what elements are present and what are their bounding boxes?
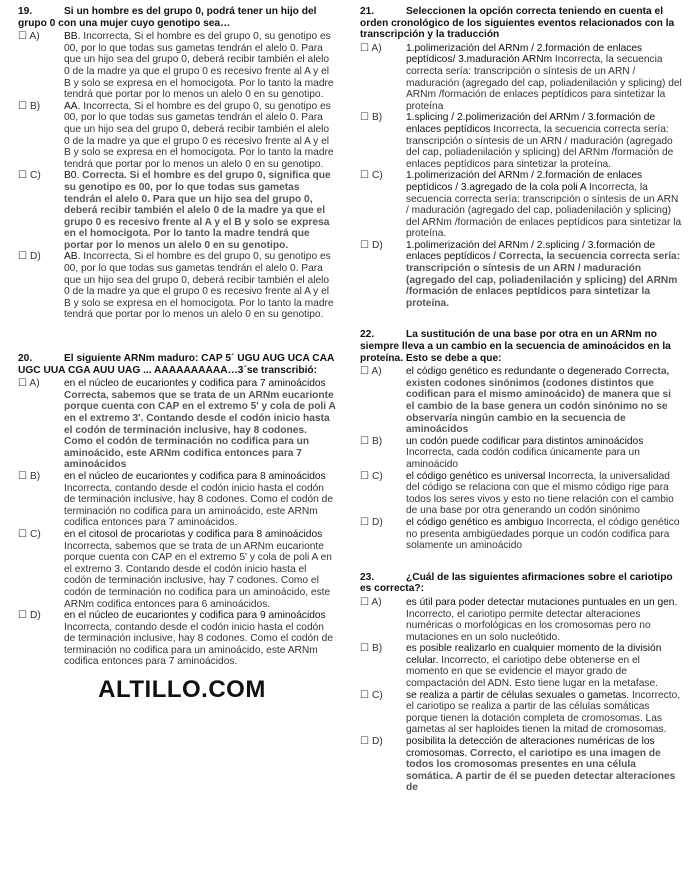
option-text: en el citosol de procariotas y codifica para 8 aminoácidos xyxy=(64,528,323,540)
option-20-b[interactable] xyxy=(18,471,336,529)
option-21-d[interactable] xyxy=(360,240,682,310)
option-comment: Incorrecta, cada codón codifica únicamente para un aminoácido xyxy=(406,447,640,470)
option-text: un codón puede codificar para distintos aminoácidos xyxy=(406,435,644,447)
spacer xyxy=(18,321,336,353)
question-23-title xyxy=(360,572,682,595)
option-text: posibilita la detección de alteraciones numéricas de los cromosomas. xyxy=(406,736,655,759)
question-22 xyxy=(360,329,682,551)
question-21 xyxy=(360,6,682,309)
option-text: 1.splicing / 2.polimerización del ARNm / 3.formación de enlaces peptídicos xyxy=(406,112,656,135)
option-23-c[interactable] xyxy=(360,690,682,736)
option-text: en el núcleo de eucariontes y codifica para 8 aminoácidos xyxy=(64,470,326,482)
option-text: en el núcleo de eucariontes y codifica para 7 aminoácidos xyxy=(64,378,326,390)
option-21-c[interactable] xyxy=(360,170,682,240)
option-text: BB. xyxy=(64,31,81,43)
checkbox-label[interactable]: ☐ A) xyxy=(360,366,382,378)
question-text: Si un hombre es del grupo 0, podrá tener un hijo del grupo 0 con una mujer cuyo genotipo sea… xyxy=(18,6,317,29)
option-19-a[interactable] xyxy=(18,31,336,101)
option-comment: Incorrecto, el cariotipo se realiza a partir de las células somáticas porque tienen la dotación completa de cromosomas. Las gametas al ser haploides tienen la mitad de cromosomas. xyxy=(406,689,681,736)
question-23 xyxy=(360,572,682,794)
option-text: 1.polimerización del ARNm / 2.formación de enlaces peptídicos/ 3.maduración ARNm xyxy=(406,42,643,66)
option-21-a[interactable] xyxy=(360,43,682,113)
site-logo[interactable]: ALTILLO.COM xyxy=(98,676,266,704)
option-comment: Incorrecta, la secuencia correcta sería: transcripción o síntesis de un ARN / maduración (agregado del cap, poliadenilación y splicing) del ARNm /formación de enlaces peptídicos para sintetizar la proteína. xyxy=(406,181,682,240)
option-23-b[interactable] xyxy=(360,643,682,689)
spacer xyxy=(360,309,682,329)
checkbox-label[interactable]: ☐ C) xyxy=(360,470,383,482)
checkbox-label[interactable]: ☐ B) xyxy=(360,112,383,124)
question-19 xyxy=(18,6,336,321)
option-text: AB. xyxy=(64,251,81,263)
option-comment: Incorrecta, el código genético no presenta ambigüedades porque un codón codifica para solamente un aminoácido xyxy=(406,516,680,552)
option-comment: Incorrecta, la universalidad del código se relaciona con que el mismo código rige para todos los seres vivos y esto no tiene relación con el cambio de una base por otra generando un codón sinónimo xyxy=(406,470,674,517)
question-number: 21. xyxy=(360,6,375,17)
question-21-title xyxy=(360,6,682,41)
option-20-a[interactable] xyxy=(18,378,336,471)
option-20-d[interactable] xyxy=(18,610,336,668)
option-comment: Incorrecta, Si el hombre es del grupo 0, su genotipo es 00, por lo que todas sus gametas tendrán el alelo 0. Para que un hijo sea del grupo 0, deberá recibir también el alelo 0 de la madre ya que el grupo 0 es recesivo frente al A y el B y solo se expresa en el homocigota. Por lo tanto la madre tendrá que portar por lo menos un alelo 0 en su genotipo. xyxy=(64,31,334,101)
question-text: Seleccionen la opción correcta teniendo en cuenta el orden cronológico de los siguientes eventos relacionados con la transcripción y la traducción xyxy=(360,6,675,41)
option-20-c[interactable] xyxy=(18,529,336,610)
right-column xyxy=(360,6,682,794)
question-text: ¿Cuál de las siguientes afirmaciones sobre el cariotipo es correcta?: xyxy=(360,571,673,595)
question-number: 19. xyxy=(18,6,33,17)
option-text: 1.polimerización del ARNm / 2.formación de enlaces peptídicos / 3.agregado de la cola poli A xyxy=(406,170,643,193)
option-text: el código genético es redundante o degenerado xyxy=(406,366,622,378)
option-text: el código genético es universal xyxy=(406,470,546,482)
option-text: en el núcleo de eucariontes y codifica para 9 aminoácidos xyxy=(64,610,326,622)
checkbox-label[interactable]: ☐ C) xyxy=(360,689,383,701)
option-22-c[interactable] xyxy=(360,471,682,517)
checkbox-label[interactable]: ☐ A) xyxy=(18,378,40,390)
option-text: es útil para poder detectar mutaciones puntuales en un gen. xyxy=(406,596,678,608)
checkbox-label[interactable]: ☐ D) xyxy=(18,610,41,622)
option-comment: Incorrecta, Si el hombre es del grupo 0, su genotipo es 00, por lo que todas sus gametas tendrán el alelo 0. Para que un hijo sea del grupo 0, deberá recibir también el alelo 0 de la madre ya que el grupo 0 es recesivo frente al A y el B y solo se expresa en el homocigota. Por lo tanto la madre tendrá que portar por lo menos un alelo 0 en su genotipo. xyxy=(64,100,334,170)
option-23-d[interactable] xyxy=(360,736,682,794)
checkbox-label[interactable]: ☐ D) xyxy=(360,736,383,748)
option-comment-correct: Correcta, existen codones sinónimos (codones distintos que codifican para el mismo aminoácido) de manera que si el cambio de la base genera un codón sinónimo no se observaría ningún cambio en la secuencia de aminoácidos xyxy=(406,366,671,436)
left-column xyxy=(18,6,336,704)
checkbox-label[interactable]: ☐ D) xyxy=(360,516,383,528)
option-comment: Incorrecta, contando desde el codón inicio hasta el codón de terminación inclusive, hay 8 codones. Como el codón de terminación no codifica para un aminoácido, este ARNm codifica entonces para 7 aminoácidos. xyxy=(64,621,333,668)
question-number: 23. xyxy=(360,571,375,583)
checkbox-label[interactable]: ☐ D) xyxy=(360,239,383,251)
option-comment: Incorrecto, el cariotipo debe obtenerse en el momento en que se evidencie el mayor grado de compactación del ADN. Esto tiene lugar en la metafase. xyxy=(406,654,658,690)
option-21-b[interactable] xyxy=(360,112,682,170)
option-comment: Incorrecta, la secuencia correcta sería: transcripción o síntesis de un ARN / maduración (agregado del cap, poliadenilación y splicing) del ARNm /formación de enlaces peptídicos para sintetizar la proteína. xyxy=(406,123,674,170)
option-22-a[interactable] xyxy=(360,366,682,436)
checkbox-label[interactable]: ☐ B) xyxy=(360,435,383,447)
option-text: es posible realizarlo en cualquier momento de la división celular. xyxy=(406,643,662,666)
question-22-title xyxy=(360,329,682,364)
option-comment-correct: Correcta, sabemos que se trata de un ARNm eucarionte porque cuenta con CAP en el extremo 5' y cola de poli A en el extremo 3'. Contando desde el codón inicio hasta el codón de terminación inclusive, hay 8 codones. Como el codón de terminación no codifica para un aminoácido, este ARNm codifica entonces para 7 aminoácidos xyxy=(64,389,336,471)
option-19-c[interactable] xyxy=(18,170,336,251)
option-comment: Incorrecta, Si el hombre es del grupo 0, su genotipo es 00, por lo que todas sus gametas tendrán el alelo 0. Para que un hijo sea del grupo 0, deberá recibir también el alelo 0 de la madre ya que el grupo 0 es recesivo frente al A y el B y solo se expresa en el homocigota. Por lo tanto la madre tendrá que portar por lo menos un alelo 0 en su genotipo. xyxy=(64,251,334,321)
question-number: 22. xyxy=(360,329,375,341)
option-comment: Incorrecta, contando desde el codón inicio hasta el codón de terminación inclusive, hay 8 codones. Como el codón de terminación no codifica para un aminoácido, este ARNm codifica entonces para 7 aminoácidos. xyxy=(64,482,333,529)
option-comment-correct: / Correcta, la secuencia correcta sería: transcripción o síntesis de un ARN / maduración (agregado del cap, poliadenilación y splicing) del ARNm /formación de enlaces peptídicos para sintetizar la proteína. xyxy=(406,251,681,309)
checkbox-label[interactable]: ☐ C) xyxy=(18,170,41,182)
option-comment-correct: Correcta. Si el hombre es del grupo 0, significa que su genotipo es 00, por lo que todas sus gametas tendrán el alelo 0. Para que un hijo sea del grupo 0, deberá recibir también el alelo 0 de la madre ya que el grupo 0 es recesivo frente al A y el B y solo se expresa en el homocigota. Por lo tanto la madre tendrá que portar por lo menos un alelo 0 en su genotipo. xyxy=(64,170,331,251)
option-22-b[interactable] xyxy=(360,436,682,471)
spacer xyxy=(360,552,682,572)
option-comment-correct: Correcto, el cariotipo es una imagen de todos los cromosomas presentes en una célula somática. A partir de él se pueden detectar alteraciones de xyxy=(406,747,676,794)
question-20-title xyxy=(18,353,336,376)
option-text: B0. xyxy=(64,170,80,182)
question-19-title xyxy=(18,6,336,29)
option-text: se realiza a partir de células sexuales o gametas. xyxy=(406,689,630,701)
checkbox-label[interactable]: ☐ C) xyxy=(18,528,41,540)
question-text: La sustitución de una base por otra en un ARNm no siempre lleva a un cambio en la secuencia de aminoácidos en la proteína. Esto se debe a que: xyxy=(360,329,671,364)
option-19-b[interactable] xyxy=(18,101,336,171)
option-text: el código genético es ambiguo xyxy=(406,516,544,528)
checkbox-label[interactable]: ☐ B) xyxy=(18,100,41,112)
option-23-a[interactable] xyxy=(360,597,682,643)
option-comment: Incorrecta, sabemos que se trata de un ARNm eucarionte porque cuenta con CAP en el extremo 5' y cola de poli A en el extremo 3. Contando desde el codón inicio hasta el codón de terminación inclusive, hay 7 codones. Como el codón de terminación no codifica para un aminoácido, este ARNm codifica entonces para 6 aminoácidos. xyxy=(64,540,332,610)
checkbox-label[interactable]: ☐ A) xyxy=(360,42,382,54)
option-19-d[interactable] xyxy=(18,251,336,321)
option-text: 1.polimerización del ARNm / 2.splicing / 3.formación de enlaces peptídicos xyxy=(406,239,656,263)
checkbox-label[interactable]: ☐ C) xyxy=(360,170,383,182)
option-22-d[interactable] xyxy=(360,517,682,552)
question-text: El siguiente ARNm maduro: CAP 5´ UGU AUG UCA CAA UGC UUA CGA AUU UAG ... AAAAAAAAAA…3´se transcribió: xyxy=(18,353,334,376)
checkbox-label[interactable]: ☐ A) xyxy=(18,31,40,43)
question-number: 20. xyxy=(18,353,33,365)
checkbox-label[interactable]: ☐ A) xyxy=(360,596,382,608)
option-text: AA. xyxy=(64,100,81,112)
checkbox-label[interactable]: ☐ B) xyxy=(360,643,383,655)
option-comment: Incorrecto, el cariotipo permite detectar alteraciones numéricas o morfológicas en los cromosomas pero no mutaciones en un solo nucleótido. xyxy=(406,608,651,643)
checkbox-label[interactable]: ☐ D) xyxy=(18,251,41,263)
checkbox-label[interactable]: ☐ B) xyxy=(18,470,41,482)
option-comment: Incorrecta, la secuencia correcta sería: transcripción o síntesis de un ARN / maduración (agregado del cap, poliadenilación y splicing) del ARNm /formación de enlaces peptídicos para sintetizar la proteína xyxy=(406,54,682,112)
question-20 xyxy=(18,353,336,668)
